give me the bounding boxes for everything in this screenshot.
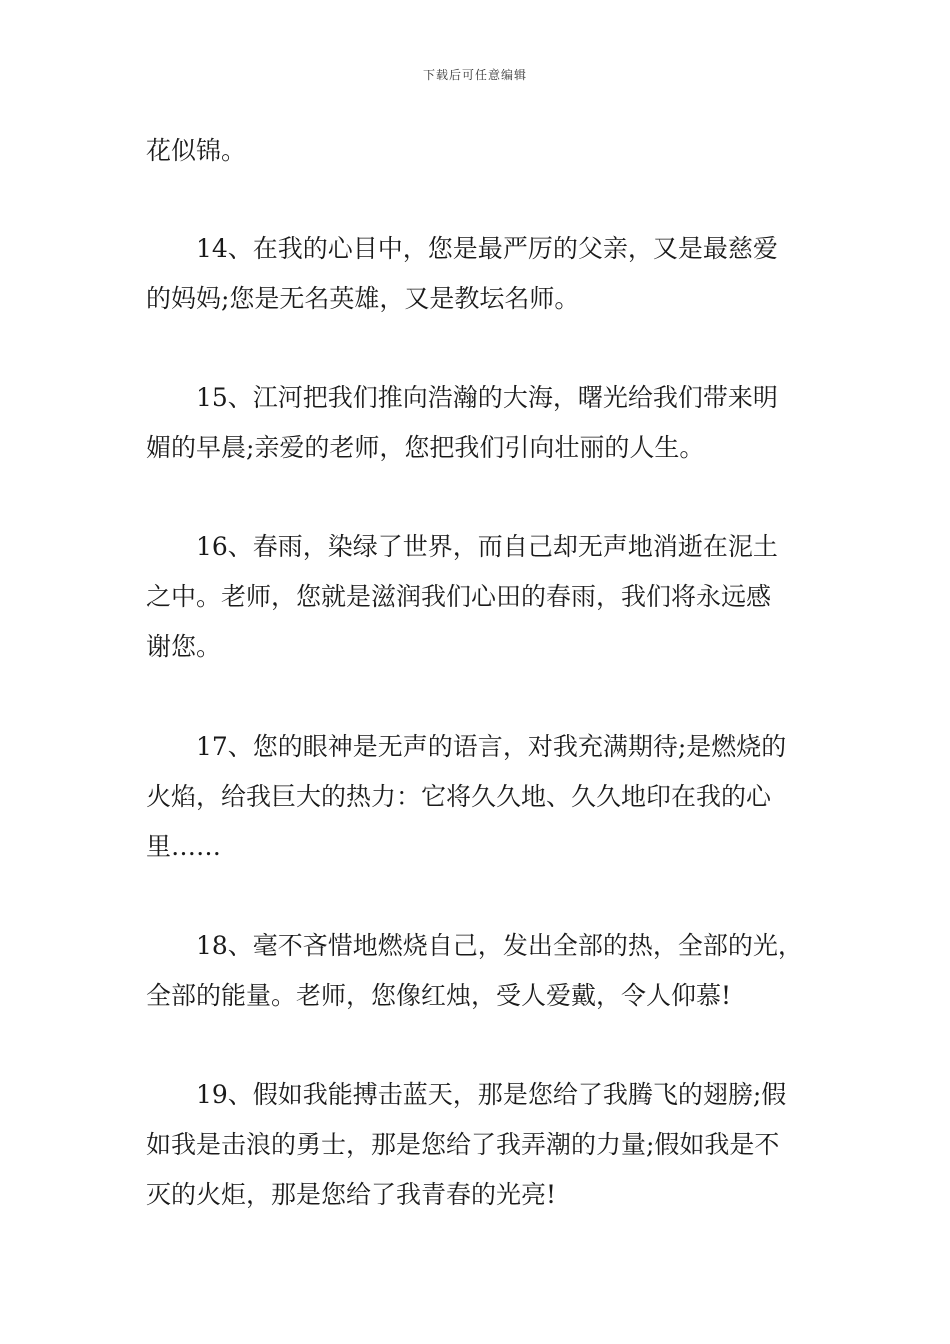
paragraph-16-line-3: 谢您。 xyxy=(146,632,222,661)
paragraph-16-line-2: 之中。老师，您就是滋润我们心田的春雨，我们将永远感 xyxy=(146,582,772,611)
paragraph-17-line-1: 17、您的眼神是无声的语言，对我充满期待;是燃烧的 xyxy=(196,732,787,761)
paragraph-19-line-1: 19、假如我能搏击蓝天，那是您给了我腾飞的翅膀;假 xyxy=(196,1080,787,1109)
paragraph-15-line-1: 15、江河把我们推向浩瀚的大海，曙光给我们带来明 xyxy=(196,383,778,412)
paragraph-13-line-1: 花似锦。 xyxy=(146,136,247,165)
paragraph-18-line-2: 全部的能量。老师，您像红烛，受人爱戴，令人仰慕! xyxy=(146,981,732,1010)
paragraph-14-line-2: 的妈妈;您是无名英雄，又是教坛名师。 xyxy=(146,284,580,313)
paragraph-19-line-3: 灭的火炬，那是您给了我青春的光亮! xyxy=(146,1180,557,1209)
paragraph-14-line-1: 14、在我的心目中，您是最严厉的父亲，又是最慈爱 xyxy=(196,234,778,263)
paragraph-19-line-2: 如我是击浪的勇士，那是您给了我弄潮的力量;假如我是不 xyxy=(146,1130,780,1159)
paragraph-16-line-1: 16、春雨，染绿了世界，而自己却无声地消逝在泥土 xyxy=(196,532,778,561)
paragraph-17-line-3: 里…… xyxy=(146,832,222,861)
page-header: 下载后可任意编辑 xyxy=(422,68,527,82)
paragraph-15-line-2: 媚的早晨;亲爱的老师，您把我们引向壮丽的人生。 xyxy=(146,433,705,462)
paragraph-18-line-1: 18、毫不吝惜地燃烧自己，发出全部的热，全部的光， xyxy=(196,931,803,960)
paragraph-17-line-2: 火焰，给我巨大的热力：它将久久地、久久地印在我的心 xyxy=(146,782,772,811)
